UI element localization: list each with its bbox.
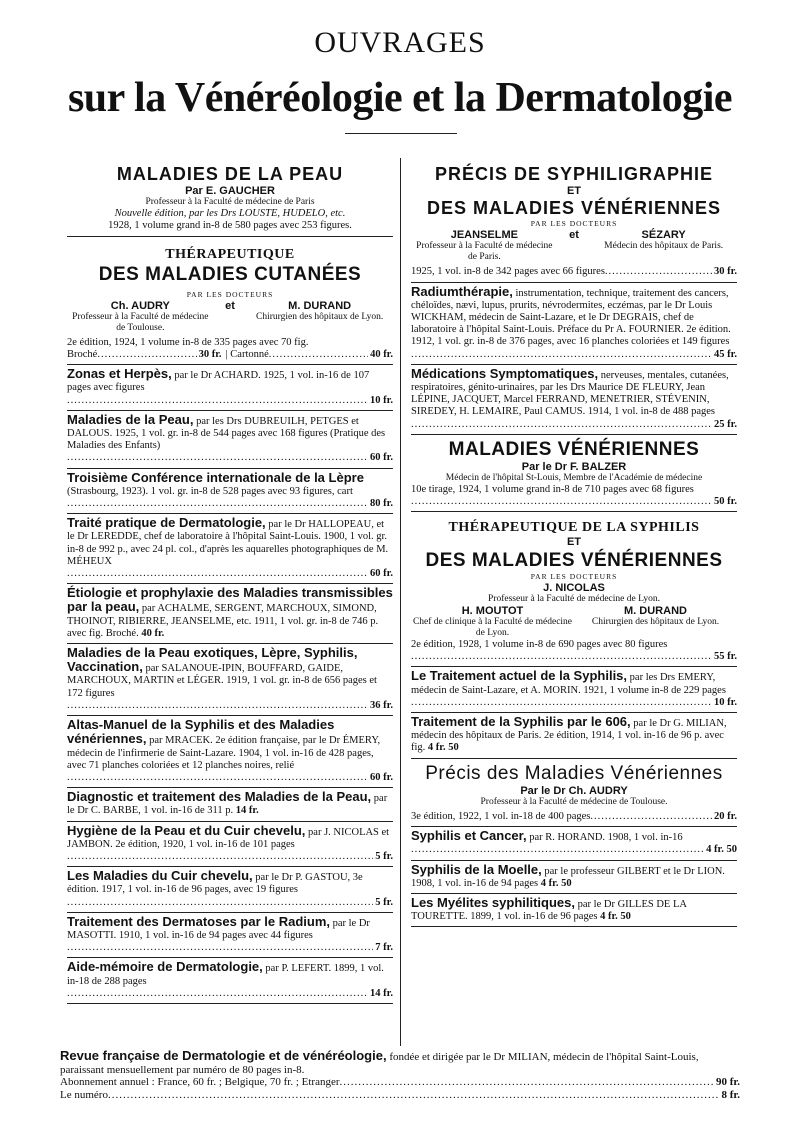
column-divider xyxy=(400,158,401,1046)
book-affiliation: Professeur à la Faculté de médecine de Toulouse. xyxy=(480,796,668,807)
price: 4 fr. 50 xyxy=(600,911,631,923)
book-myelites: Les Myélites syphilitiques, par le Dr GILLES DE LA TOURETTE. 1899, 1 vol. in-16 de 96 pages 4 fr. 50 xyxy=(411,894,737,927)
book-title-line1: THÉRAPEUTIQUE DE LA SYPHILIS xyxy=(448,520,700,536)
book-title-et: ET xyxy=(566,185,582,197)
header-title: sur la Vénéréologie et la Dermatologie xyxy=(67,75,733,121)
book-hygiene: Hygiène de la Peau et du Cuir chevelu, par J. NICOLAS et JAMBON. 2e édition, 1920, 1 vol. in-16 de 101 pages ..... 5 fr. xyxy=(67,822,393,868)
revue-subscription: Abonnement annuel : France, 60 fr. ; Belgique, 70 fr. ; Etranger ..... 90 fr. xyxy=(60,1076,740,1089)
price: 5 fr. xyxy=(375,850,393,862)
book-edition: Nouvelle édition, par les Drs LOUSTE, HUDELO, etc. xyxy=(114,208,346,220)
author-conjunction: et xyxy=(225,299,235,312)
price: 30 fr. xyxy=(714,266,737,278)
header-ouvrages: OUVRAGES xyxy=(314,26,486,59)
revue-title: Revue française de Dermatologie et de vénéréologie, xyxy=(60,1048,387,1063)
book-maladies-peau: Maladies de la Peau, par les Drs DUBREUILH, PETGES et DALOUS. 1925, 1 vol. gr. in-8 de 544 pages avec 168 figures (Pratique des Maladies des Enfants) ..... 60 fr. xyxy=(67,411,393,469)
book-title-et: ET xyxy=(566,536,582,549)
price: 40 fr. xyxy=(141,627,165,639)
book-diagnostic: Diagnostic et traitement des Maladies de la Peau, par le Dr C. BARBE, 1 vol. in-16 de 311 p. 14 fr. xyxy=(67,788,393,821)
book-title-line2: DES MALADIES CUTANÉES xyxy=(98,263,362,285)
price: 14 fr. xyxy=(235,805,259,817)
book-precis-syphiligraphie: PRÉCIS DE SYPHILIGRAPHIE ET DES MALADIES VÉNÉRIENNES PAR LES DOCTEURS JEANSELME Professeur à la Faculté de médecine de Paris. et SÉZARY Médecin des hôpitaux de Paris. 1925, 1 vol. in-8 de 342 pages avec 66 figures ..... 30 fr. xyxy=(411,160,737,283)
book-medications: Médications Symptomatiques, nerveuses, mentales, cutanées, respiratoires, génito-urinaires, par les Drs Maurice DE FLEURY, Jean LÉPINE, JACQUET, Marcel FERRAND, MENETRIER, STÉVENIN, SIREDEY, H. LEMAIRE, Paul CAMUS. 1914, 1 vol. in-8 de 488 pages ..... 25 fr. xyxy=(411,365,737,435)
book-description: 1928, 1 volume grand in-8 de 580 pages avec 253 figures. xyxy=(108,220,352,232)
book-zonas: Zonas et Herpès, par le Dr ACHARD. 1925, 1 vol. in-16 de 107 pages avec figures ..... 10 fr. xyxy=(67,365,393,411)
book-description: 2e édition, 1928, 1 volume in-8 de 690 pages avec 80 figures xyxy=(411,639,668,651)
author-0: J. NICOLAS xyxy=(543,581,605,594)
right-column xyxy=(411,160,737,927)
book-audry-durand xyxy=(67,237,393,366)
authors-heading: PAR LES DOCTEURS xyxy=(530,219,618,229)
price: 25 fr. xyxy=(714,418,737,430)
price: 10 fr. xyxy=(714,696,737,708)
price: 5 fr. xyxy=(375,896,393,908)
book-gaucher xyxy=(67,160,393,237)
book-traitement-actuel: Le Traitement actuel de la Syphilis, par les Drs EMERY, médecin de Saint-Lazare, et A. MORIN. 1921, 1 volume in-8 de 229 pages ..... 10 fr. xyxy=(411,667,737,713)
book-traitement-606: Traitement de la Syphilis par le 606, par le Dr G. MILIAN, médecin des hôpitaux de Paris. 2e édition, 1914, 1 vol. in-16 de 96 p. avec fig. 4 fr. 50 xyxy=(411,713,737,759)
book-radium: Traitement des Dermatoses par le Radium, par le Dr MASOTTI. 1910, 1 vol. in-16 de 94 pages avec 44 figures ..... 7 fr. xyxy=(67,913,393,959)
price: 45 fr. xyxy=(714,348,737,360)
book-atlas: Altas-Manuel de la Syphilis et des Maladies vénériennes, par MRACEK. 2e édition française, par le Dr ÉMERY, médecin de l'infirmerie de Saint-Lazare. 1904, 1 vol. in-16 de 428 pages, avec 71 planches coloriées et 12 planches noires, relié ..... 60 fr. xyxy=(67,716,393,788)
price: 60 fr. xyxy=(370,452,393,464)
book-title: MALADIES DE LA PEAU xyxy=(116,164,344,184)
book-title: MALADIES VÉNÉRIENNES xyxy=(448,438,700,460)
book-syphilis-cancer: Syphilis et Cancer, par R. HORAND. 1908, 1 vol. in-16 ..... 4 fr. 50 xyxy=(411,827,737,860)
price: 50 fr. xyxy=(714,496,737,508)
author-1: JEANSELME Professeur à la Faculté de médecine de Paris. xyxy=(416,229,553,263)
revue-description: fondée et dirigée par le Dr MILIAN, médecin de l'hôpital Saint-Louis, paraissant mensuellement par numéro de 80 pages in-8. xyxy=(60,1051,699,1076)
price: 60 fr. xyxy=(370,568,393,580)
book-description: 10e tirage, 1924, 1 volume grand in-8 de 710 pages avec 68 figures xyxy=(411,484,694,496)
price: 60 fr. xyxy=(370,771,393,783)
book-title-line1: THÉRAPEUTIQUE xyxy=(165,246,295,262)
author-pair xyxy=(67,300,393,334)
author-pair xyxy=(411,229,737,263)
book-nicolas xyxy=(411,512,737,667)
author-0-affiliation: Professeur à la Faculté de médecine de Lyon. xyxy=(488,593,660,604)
book-exotiques: Maladies de la Peau exotiques, Lèpre, Syphilis, Vaccination, par SALANOUE-IPIN, BOUFFARD, GAIDE, MARCHOUX, MARTIN et LÉGER. 1919, 1 vol. gr. in-8 de 656 pages et 172 figures ..... 36 fr. xyxy=(67,644,393,716)
author-2: M. DURAND Chirurgien des hôpitaux de Lyon. xyxy=(256,299,384,322)
book-traite: Traité pratique de Dermatologie, par le Dr HALLOPEAU, et le Dr LEREDDE, chef de laboratoire à l'hôpital Saint-Louis. 1900, 1 vol. gr. in-8 de 992 p., avec 24 pl. col., d'après les aquarelles photographiques de M. MÉHEUX ..... 60 fr. xyxy=(67,514,393,584)
author-pair xyxy=(411,605,737,639)
author-2: M. DURAND Chirurgien des hôpitaux de Lyon. xyxy=(591,604,720,628)
price: 14 fr. xyxy=(370,987,393,999)
author-2: SÉZARY Médecin des hôpitaux de Paris. xyxy=(604,229,724,252)
price: 36 fr. xyxy=(370,699,393,711)
book-title: Précis des Maladies Vénériennes xyxy=(425,762,723,784)
revue-entry xyxy=(60,1050,740,1101)
book-etiologie: Étiologie et prophylaxie des Maladies transmissibles par la peau, par ACHALME, SERGENT, MARCHOUX, SIMOND, THOINOT, RIBIERRE, JEANSELME, etc. 1911, 1 vol. gr. in-8 de 746 p. avec fig. Broché. 40 fr. xyxy=(67,584,393,644)
header-rule xyxy=(345,133,457,134)
price: 7 fr. xyxy=(375,942,393,954)
book-affiliation: Médecin de l'hôpital St-Louis, Membre de l'Académie de médecine xyxy=(445,473,703,484)
book-description: 2e édition, 1924, 1 volume in-8 de 335 pages avec 70 fig. xyxy=(67,336,309,348)
book-author: Par le Dr F. BALZER xyxy=(521,460,627,473)
price: 4 fr. 50 xyxy=(427,742,459,754)
left-column xyxy=(67,160,393,1004)
price: 80 fr. xyxy=(370,498,393,510)
book-affiliation: Professeur à la Faculté de médecine de Paris xyxy=(145,197,315,208)
book-price-row: Broché ..... 30 fr. | Cartonné ..... 40 fr. xyxy=(67,349,393,361)
book-author: Par E. GAUCHER xyxy=(185,185,275,197)
book-radiumtherapie: Radiumthérapie, instrumentation, technique, traitement des cancers, chéloïdes, nævi, lupus, prurits, névrodermites, eczémas, par le Dr Louis WICKHAM, médecin de Saint-Lazare, et le Dr DEGRAIS, chef de laboratoire à l'hôpital Saint-Louis. Préface du Pr A. FOURNIER. 2e édition. 1912, 1 vol. gr. in-8 de 376 pages, avec 16 planches coloriées et 149 figures ..... 45 fr. xyxy=(411,283,737,365)
book-title-line1: PRÉCIS DE SYPHILIGRAPHIE xyxy=(434,164,714,184)
book-lepre: Troisième Conférence internationale de la Lèpre (Strasbourg, 1923). 1 vol. gr. in-8 de 528 pages avec 93 figures, cart ..... 80 fr. xyxy=(67,469,393,515)
book-syphilis-moelle: Syphilis de la Moelle, par le professeur GILBERT et le Dr LION. 1908, 1 vol. in-16 de 94 pages 4 fr. 50 xyxy=(411,861,737,894)
price: 4 fr. 50 xyxy=(706,844,737,856)
author-1: Ch. AUDRY Professeur à la Faculté de médecine de Toulouse. xyxy=(72,299,209,333)
revue-issue-price: Le numéro ..... 8 fr. xyxy=(60,1089,740,1102)
author-1: H. MOUTOT Chef de clinique à la Faculté de médecine de Lyon. xyxy=(412,604,573,639)
book-title-line2: DES MALADIES VÉNÉRIENNES xyxy=(426,198,722,219)
price: 55 fr. xyxy=(714,651,737,663)
book-cuir-chevelu: Les Maladies du Cuir chevelu, par le Dr P. GASTOU, 3e édition. 1917, 1 vol. in-16 de 96 pages, avec 19 figures ..... 5 fr. xyxy=(67,867,393,913)
book-title-line2: DES MALADIES VÉNÉRIENNES xyxy=(425,549,723,571)
book-balzer xyxy=(411,435,737,513)
author-conjunction: et xyxy=(569,229,579,242)
book-precis-audry: Précis des Maladies Vénériennes Par le Dr Ch. AUDRY Professeur à la Faculté de médecine de Toulouse. 3e édition, 1922, 1 vol. in-18 de 400 pages ..... 20 fr. xyxy=(411,759,737,827)
authors-heading: PAR LES DOCTEURS xyxy=(186,289,274,299)
book-author: Par le Dr Ch. AUDRY xyxy=(520,784,628,797)
price: 20 fr. xyxy=(714,810,737,822)
authors-heading: PAR LES DOCTEURS xyxy=(530,571,618,581)
book-aide-memoire: Aide-mémoire de Dermatologie, par P. LEFERT. 1899, 1 vol. in-18 de 288 pages ..... 14 fr. xyxy=(67,958,393,1004)
price: 10 fr. xyxy=(370,394,393,406)
price: 4 fr. 50 xyxy=(540,877,572,889)
